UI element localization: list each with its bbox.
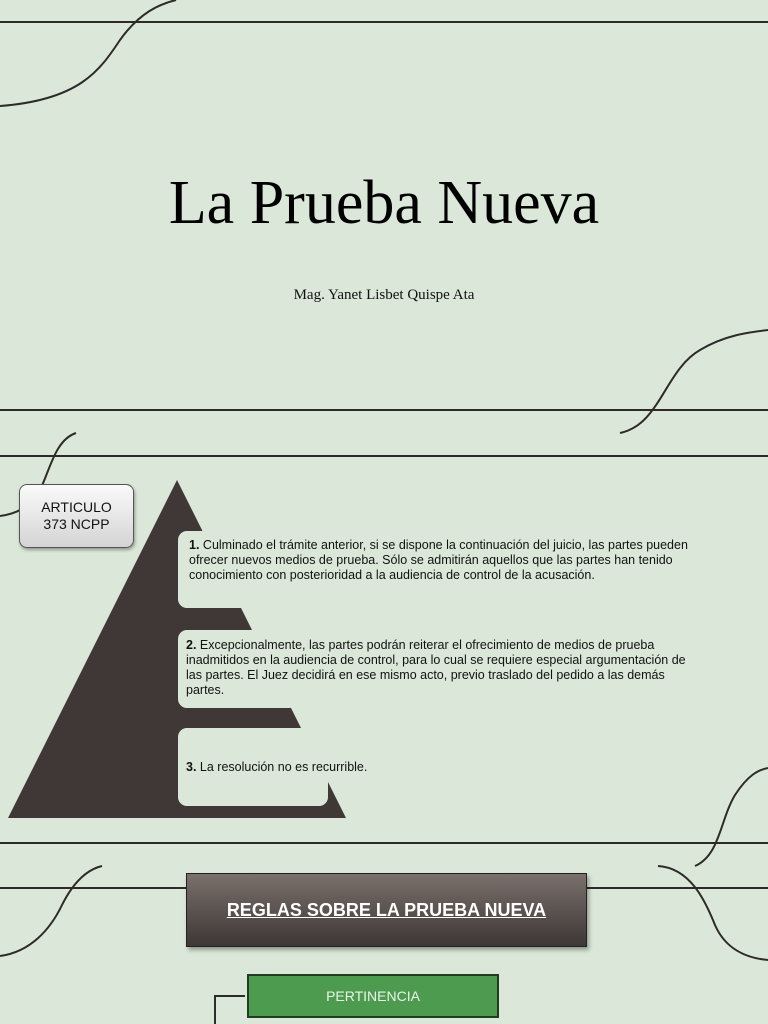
rule-2-body: Excepcionalmente, las partes podrán reiterar el ofrecimiento de medios de prueba inadmitidos en la audiencia de control, para lo cual se requiere especial argumentación de las partes. El Juez decidirá en ese mismo acto, previo traslado del pedido a las demás partes. [186, 638, 686, 697]
rule-1-body: Culminado el trámite anterior, si se dispone la continuación del juicio, las partes pueden ofrecer nuevos medios de prueba. Sólo se admitirán aquellos que las partes han tenido conocimiento con posterioridad a la audiencia de control de la acusación. [189, 538, 688, 582]
rule-1-text [189, 538, 699, 583]
article-label-line2: 373 NCPP [43, 516, 110, 532]
rule-3-number: 3. [186, 760, 197, 774]
rule-3-body: La resolución no es recurrible. [196, 760, 368, 774]
presentation-title: La Prueba Nueva [168, 169, 600, 237]
rules-banner[interactable] [186, 873, 587, 947]
rules-banner-label: REGLAS SOBRE LA PRUEBA NUEVA [226, 899, 547, 920]
pertinencia-box: PERTINENCIA [247, 974, 499, 1018]
article-label-line1: ARTICULO [41, 499, 112, 515]
rule-2-number: 2. [186, 638, 197, 652]
article-label-box [19, 484, 134, 548]
rule-1-number: 1. [189, 538, 200, 552]
author-name: Mag. Yanet Lisbet Quispe Ata [293, 287, 475, 303]
rule-2-text [186, 638, 696, 698]
rule-3-text [186, 760, 696, 775]
